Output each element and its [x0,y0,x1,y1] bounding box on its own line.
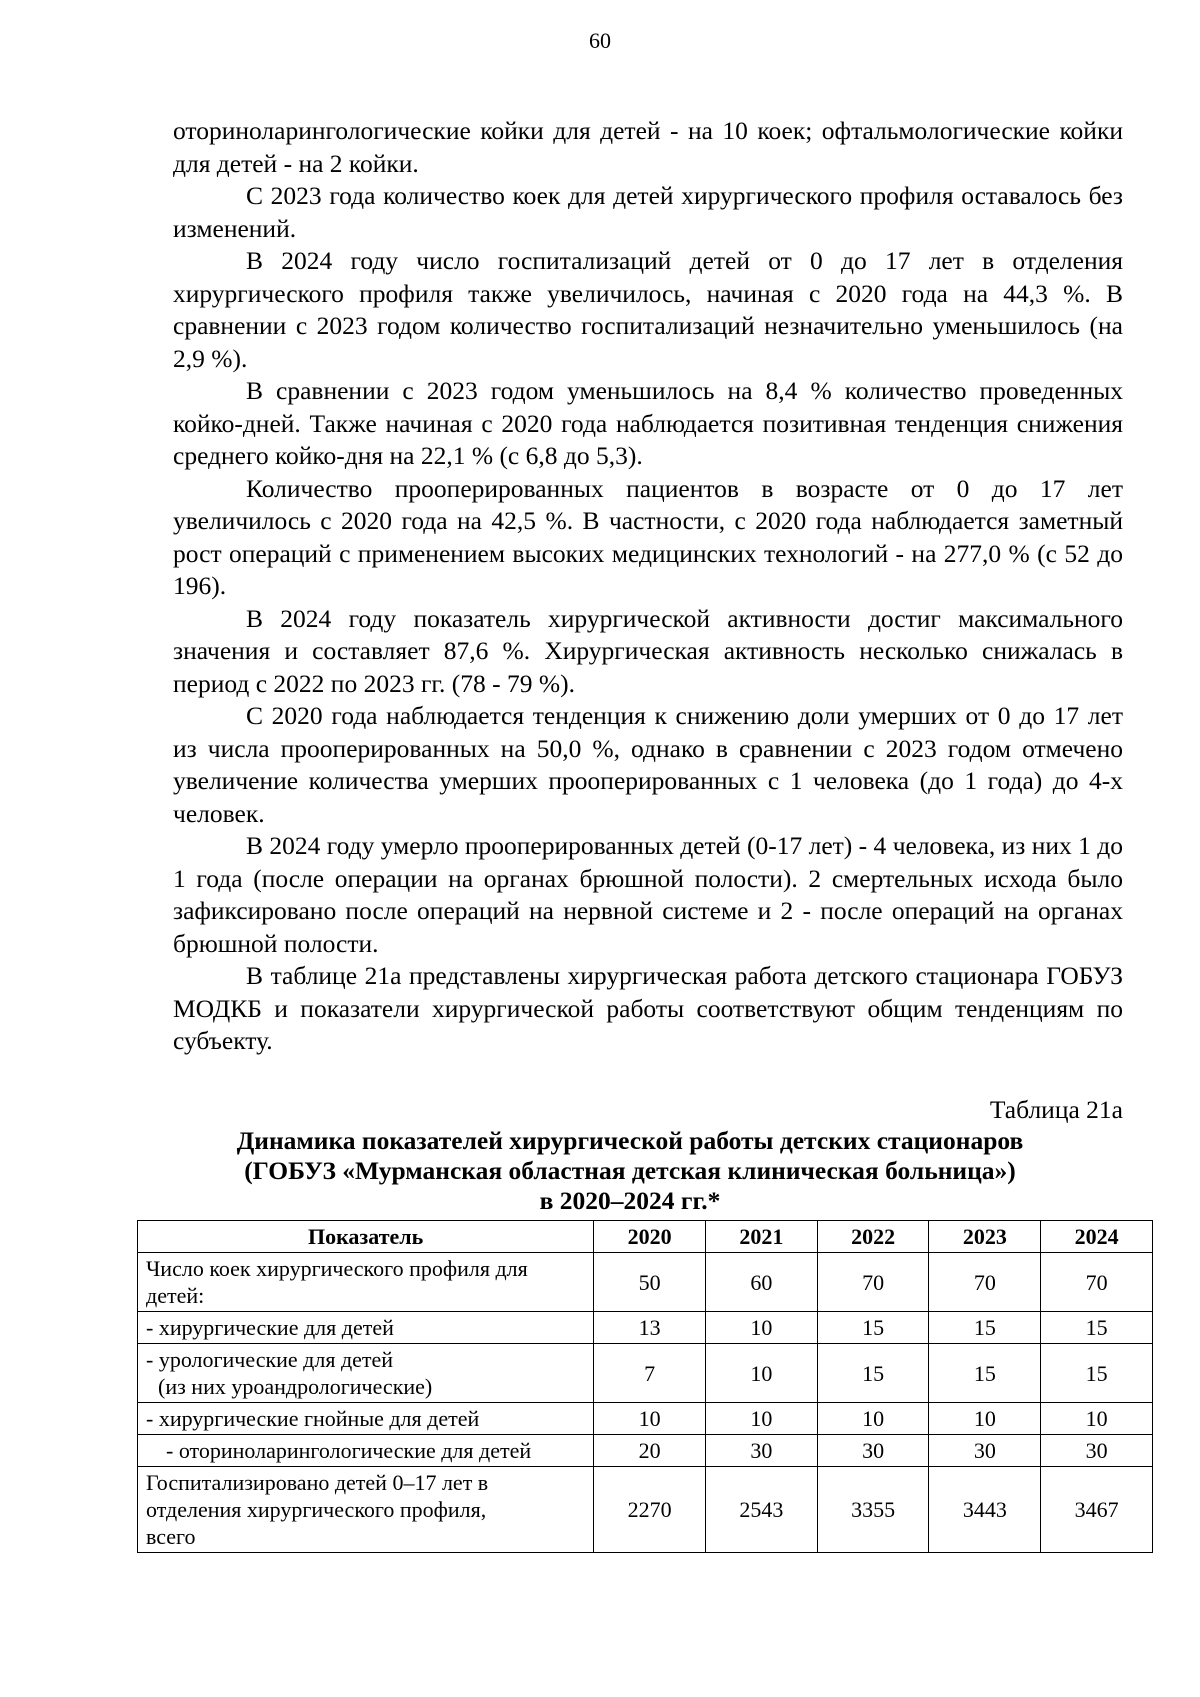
table-title-line: в 2020–2024 гг.* [539,1186,721,1215]
header-year: 2023 [929,1221,1041,1253]
table-cell: 2270 [594,1467,706,1553]
table-title [130,1126,1130,1216]
paragraph-2: С 2023 года количество коек для детей хирургического профиля оставалось без изменений. [173,181,1123,243]
table-cell: 15 [929,1344,1041,1403]
table-caption: Таблица 21а [989,1095,1123,1124]
table-row [138,1467,1153,1553]
table-cell: 13 [594,1312,706,1344]
table-cell: 30 [929,1435,1041,1467]
row-label [138,1344,594,1403]
header-indicator: Показатель [138,1221,594,1253]
table-row [138,1435,1153,1467]
table-cell: 10 [929,1403,1041,1435]
row-label-line: Госпитализировано детей 0–17 лет в [146,1470,489,1495]
row-label [138,1435,594,1467]
row-label-line: (из них уроандрологические) [158,1374,433,1399]
table-cell: 3467 [1041,1467,1153,1553]
table-cell: 2543 [705,1467,817,1553]
table-cell: 3443 [929,1467,1041,1553]
table-cell: 30 [705,1435,817,1467]
header-year: 2021 [705,1221,817,1253]
table-cell: 70 [1041,1253,1153,1312]
row-label-line: - оториноларингологические для детей [166,1438,532,1463]
header-year: 2020 [594,1221,706,1253]
table-cell: 10 [705,1403,817,1435]
header-year: 2022 [817,1221,929,1253]
table-cell: 30 [817,1435,929,1467]
row-label-line: Число коек хирургического профиля для [146,1256,528,1281]
row-label-line: отделения хирургического профиля, [146,1497,487,1522]
row-label [138,1312,594,1344]
table-cell: 15 [817,1312,929,1344]
table-row [138,1312,1153,1344]
page-number: 60 [589,28,611,53]
table-cell: 10 [705,1344,817,1403]
paragraph-8: В 2024 году умерло прооперированных детей (0-17 лет) - 4 человека, из них 1 до 1 года (после операции на органах брюшной полости). 2 смертельных исхода было зафиксировано после операций на нервной системе и 2 - после операций на органах брюшной полости. [173,831,1123,958]
table-row [138,1403,1153,1435]
table-cell: 50 [594,1253,706,1312]
table-cell: 15 [929,1312,1041,1344]
row-label-line: - хирургические гнойные для детей [146,1406,480,1431]
table-cell: 7 [594,1344,706,1403]
table-cell: 15 [1041,1312,1153,1344]
table-cell: 30 [1041,1435,1153,1467]
table-title-line: (ГОБУЗ «Мурманская областная детская клиническая больница») [244,1156,1016,1185]
body-text [173,115,1123,1058]
table-cell: 20 [594,1435,706,1467]
paragraph-3: В 2024 году число госпитализаций детей от 0 до 17 лет в отделения хирургического профиля также увеличилось, начиная с 2020 года на 44,3 %. В сравнении с 2023 годом количество госпитализаций незначительно уменьшилось (на 2,9 %). [173,246,1123,373]
row-label [138,1253,594,1312]
table-cell: 70 [817,1253,929,1312]
header-year: 2024 [1041,1221,1153,1253]
table-cell: 10 [1041,1403,1153,1435]
table-cell: 10 [817,1403,929,1435]
table-cell: 70 [929,1253,1041,1312]
paragraph-5: Количество прооперированных пациентов в возрасте от 0 до 17 лет увеличилось с 2020 года на 42,5 %. В частности, с 2020 года наблюдается заметный рост операций с применением высоких медицинских технологий - на 277,0 % (с 52 до 196). [173,473,1123,600]
row-label-line: - хирургические для детей [146,1315,394,1340]
table-cell: 10 [594,1403,706,1435]
table-row [138,1253,1153,1312]
paragraph-1: оториноларингологические койки для детей - на 10 коек; офтальмологические койки для детей - на 2 койки. [173,116,1123,178]
row-label-line: всего [146,1524,196,1549]
table-row [138,1344,1153,1403]
paragraph-7: С 2020 года наблюдается тенденция к снижению доли умерших от 0 до 17 лет из числа прооперированных на 50,0 %, однако в сравнении с 2023 годом отмечено увеличение количества умерших прооперированных с 1 человека (до 1 года) до 4-х человек. [173,701,1123,828]
row-label-line: - урологические для детей [146,1347,394,1372]
row-label-line: детей: [146,1283,205,1308]
paragraph-4: В сравнении с 2023 годом уменьшилось на 8,4 % количество проведенных койко-дней. Также начиная с 2020 года наблюдается позитивная тенденция снижения среднего койко-дня на 22,1 % (с 6,8 до 5,3). [173,376,1123,470]
table-header-row [138,1221,1153,1253]
surgical-stats-table [137,1220,1153,1553]
row-label [138,1403,594,1435]
paragraph-9: В таблице 21а представлены хирургическая работа детского стационара ГОБУЗ МОДКБ и показатели хирургической работы соответствуют общим тенденциям по субъекту. [173,961,1123,1055]
row-label [138,1467,594,1553]
paragraph-6: В 2024 году показатель хирургической активности достиг максимального значения и составляет 87,6 %. Хирургическая активность несколько снижалась в период с 2022 по 2023 гг. (78 - 79 %). [173,603,1123,698]
table-cell: 10 [705,1312,817,1344]
table-cell: 3355 [817,1467,929,1553]
table-title-line: Динамика показателей хирургической работы детских стационаров [236,1126,1024,1155]
table-cell: 60 [705,1253,817,1312]
table-cell: 15 [817,1344,929,1403]
table-cell: 15 [1041,1344,1153,1403]
